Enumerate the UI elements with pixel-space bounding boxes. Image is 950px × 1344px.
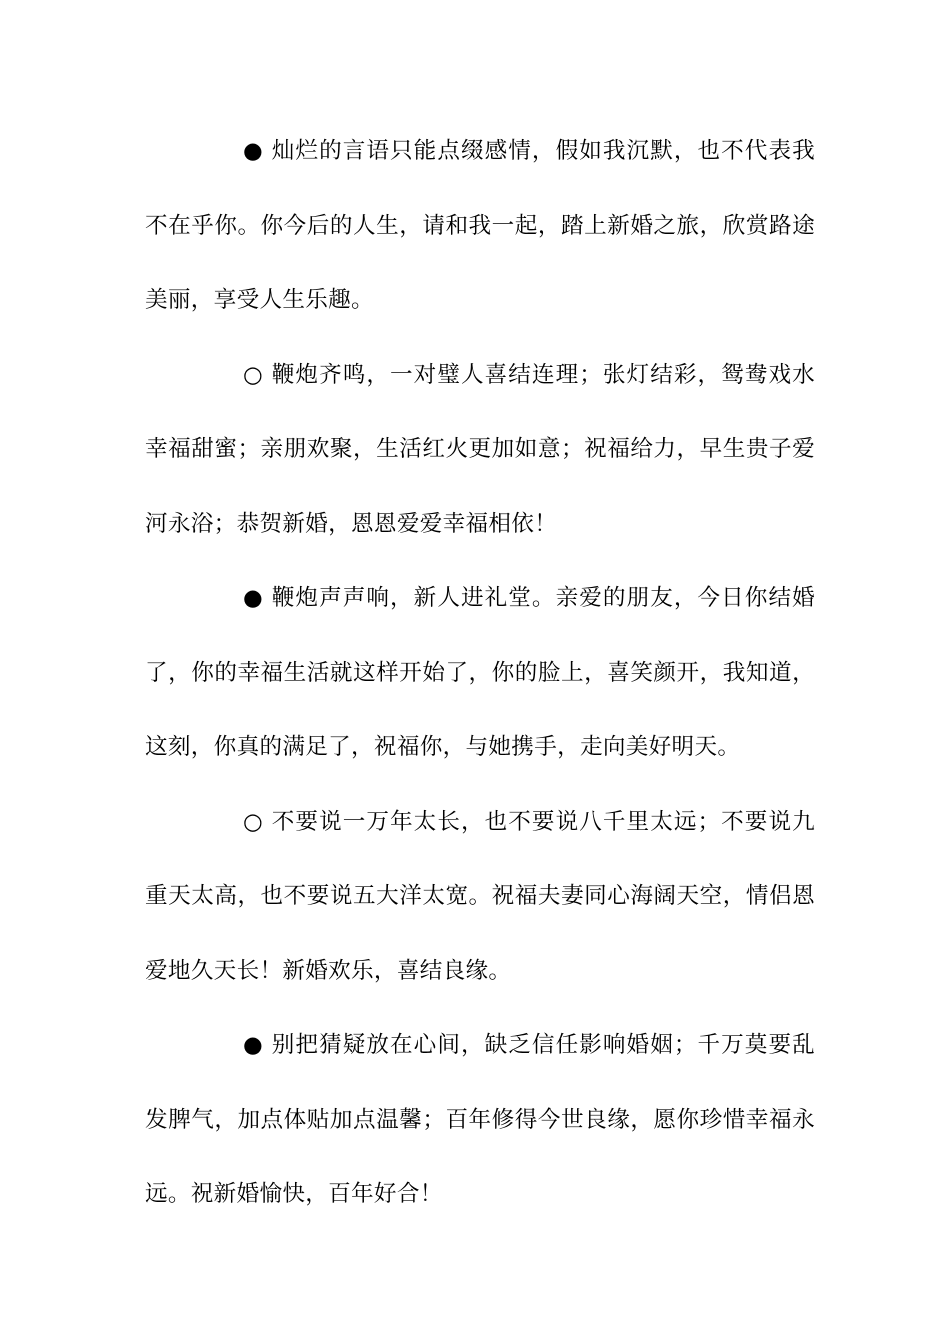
document-body xyxy=(145,114,815,1232)
paragraph xyxy=(145,1008,815,1232)
paragraph xyxy=(145,338,815,562)
paragraph xyxy=(145,561,815,785)
bullet-marker: ● xyxy=(243,138,264,164)
paragraph-text: 灿烂的言语只能点缀感情，假如我沉默，也不代表我不在乎你。你今后的人生，请和我一起，踏上新婚之旅，欣赏路途美丽，享受人生乐趣。 xyxy=(145,138,815,313)
paragraph-text: 鞭炮齐鸣，一对璧人喜结连理；张灯结彩，鸳鸯戏水幸福甜蜜；亲朋欢聚，生活红火更加如意；祝福给力，早生贵子爱河永浴；恭贺新婚，恩恩爱爱幸福相依！ xyxy=(145,361,815,537)
paragraph-text: 不要说一万年太长，也不要说八千里太远；不要说九重天太高，也不要说五大洋太宽。祝福夫妻同心海阔天空，情侣恩爱地久天长！新婚欢乐，喜结良缘。 xyxy=(145,808,815,984)
bullet-marker: ○ xyxy=(243,361,264,388)
paragraph-text: 别把猜疑放在心间，缺乏信任影响婚姻；千万莫要乱发脾气，加点体贴加点温馨；百年修得今世良缘，愿你珍惜幸福永远。祝新婚愉快，百年好合！ xyxy=(145,1032,815,1207)
paragraph xyxy=(145,785,815,1009)
paragraph-text: 鞭炮声声响，新人进礼堂。亲爱的朋友，今日你结婚了，你的幸福生活就这样开始了，你的脸上，喜笑颜开，我知道，这刻，你真的满足了，祝福你，与她携手，走向美好明天。 xyxy=(145,585,815,760)
bullet-marker: ● xyxy=(243,585,264,611)
paragraph xyxy=(145,114,815,338)
bullet-marker: ○ xyxy=(243,808,264,835)
bullet-marker: ● xyxy=(243,1032,264,1058)
